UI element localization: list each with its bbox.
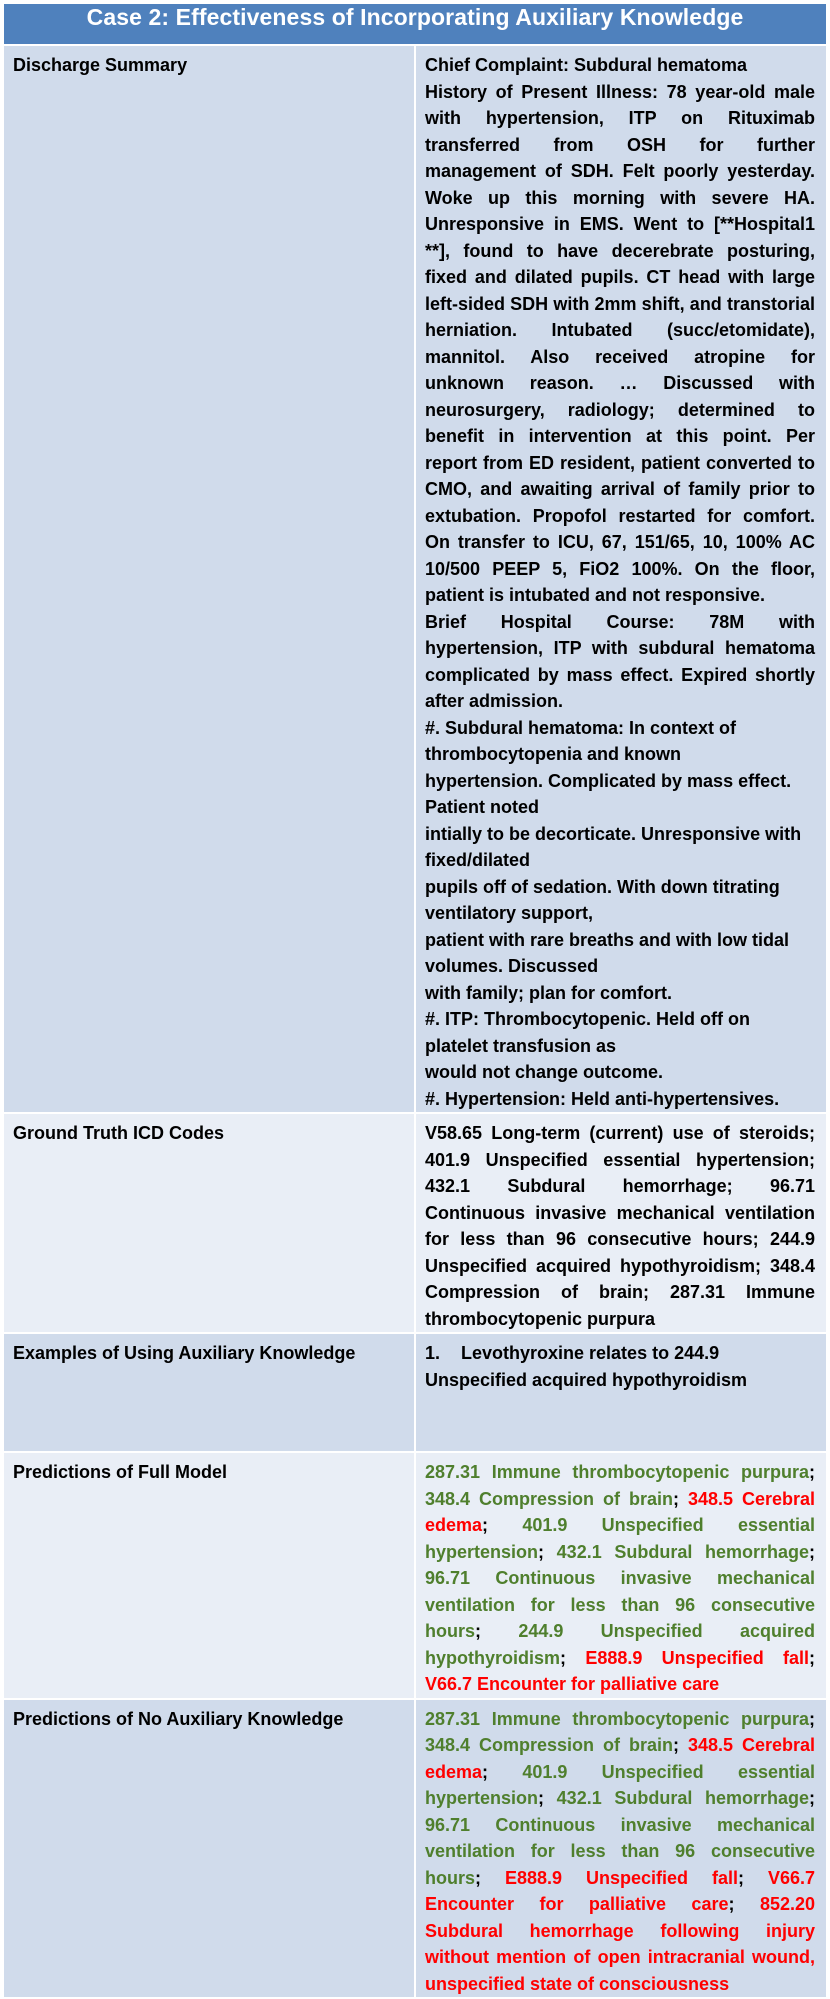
correct-prediction: 432.1 Subdural hemorrhage (556, 1788, 810, 1808)
label-full-model: Predictions of Full Model (3, 1452, 415, 1699)
history-present-illness: History of Present Illness: 78 year-old male with hypertension, ITP on Rituximab transferred from OSH for further management of SDH. Felt poorly yesterday. Woke up this morning with severe HA. Unresponsive in EMS. Went to [**Hospital1 **], found to have decerebrate posturing, fixed and dilated pupils. CT head with large left-sided SDH with 2mm shift, and transtorial herniation. Intubated (succ/etomidate), mannitol. Also received atropine for unknown reason. … Discussed with neurosurgery, radiology; determined to benefit in intervention at this point. Per report from ED resident, patient converted to CMO, and awaiting arrival of family prior to extubation. Propofol restarted for comfort. On transfer to ICU, 67, 151/65, 10, 100% AC 10/500 PEEP 5, FiO2 100%. On the floor, patient is intubated and not responsive. (425, 81, 815, 605)
separator: ; (538, 1788, 557, 1808)
ground-truth-codes: V58.65 Long-term (current) use of steroids; 401.9 Unspecified essential hypertension; 432.1 Subdural hemorrhage; 96.71 Continuous invasive mechanical ventilation for less than 96 consecutive hours; 244.9 Unspecified acquired hypothyroidism; 348.4 Compression of brain; 287.31 Immune thrombocytopenic purpura (415, 1113, 827, 1333)
incorrect-prediction: 852.20 Subdural hemorrhage following injury without mention of open intracranial wound, unspecified state of consciousness (425, 1894, 816, 1994)
separator: ; (809, 1647, 815, 1668)
separator: ; (738, 1867, 768, 1888)
correct-prediction: 401.9 Unspecified essential hypertension (425, 1515, 815, 1562)
correct-prediction: 244.9 Unspecified acquired hypothyroidism (425, 1621, 815, 1668)
course-line: would not change outcome. (425, 1062, 663, 1082)
no-auxiliary-predictions (415, 1699, 827, 1999)
correct-prediction: 96.71 Continuous invasive mechanical ventilation for less than 96 consecutive hours (425, 1568, 815, 1641)
separator: ; (809, 1541, 816, 1562)
course-line: patient with rare breaths and with low tidal volumes. Discussed (425, 929, 790, 976)
title-row (3, 3, 827, 45)
incorrect-prediction: E888.9 Unspecified fall (504, 1867, 738, 1888)
row-ground-truth (3, 1113, 827, 1333)
course-line: #. Hypertension: Held anti-hypertensives. (425, 1088, 780, 1109)
separator: ; (475, 1621, 519, 1641)
separator: ; (672, 1735, 688, 1755)
case-table-frame (1, 1, 827, 1994)
correct-prediction: 348.4 Compression of brain (425, 1488, 673, 1509)
case-title: Case 2: Effectiveness of Incorporating Auxiliary Knowledge (3, 3, 827, 45)
separator: ; (809, 1788, 816, 1808)
separator: ; (475, 1867, 505, 1888)
course-line: hypertension. Complicated by mass effect. Patient noted (425, 770, 792, 817)
row-auxiliary-examples (3, 1333, 827, 1452)
auxiliary-item-number: 1. (425, 1343, 441, 1363)
label-discharge-summary: Discharge Summary (3, 45, 415, 1113)
separator: ; (809, 1462, 815, 1482)
course-line: #. ITP: Thrombocytopenic. Held off on platelet transfusion as (425, 1009, 751, 1056)
label-no-auxiliary: Predictions of No Auxiliary Knowledge (3, 1699, 415, 1999)
course-line: #. Subdural hematoma: In context of thrombocytopenia and known (425, 717, 737, 764)
course-line: pupils off of sedation. With down titrating ventilatory support, (425, 876, 780, 923)
discharge-summary-content (415, 45, 827, 1113)
separator: ; (809, 1708, 815, 1729)
incorrect-prediction: E888.9 Unspecified fall (585, 1647, 809, 1668)
separator: ; (672, 1488, 688, 1509)
row-full-model (3, 1452, 827, 1699)
separator: ; (482, 1515, 523, 1535)
label-ground-truth: Ground Truth ICD Codes (3, 1113, 415, 1333)
incorrect-prediction: 348.5 Cerebral edema (425, 1735, 815, 1782)
label-auxiliary-examples: Examples of Using Auxiliary Knowledge (3, 1333, 415, 1452)
correct-prediction: 96.71 Continuous invasive mechanical ventilation for less than 96 consecutive hours (425, 1814, 815, 1888)
auxiliary-item-text: Levothyroxine relates to 244.9 Unspecified acquired hypothyroidism (425, 1343, 748, 1390)
correct-prediction: 287.31 Immune thrombocytopenic purpura (425, 1708, 809, 1729)
separator: ; (482, 1761, 523, 1782)
auxiliary-example-item (425, 1340, 815, 1393)
incorrect-prediction: V66.7 Encounter for palliative care (425, 1867, 816, 1914)
auxiliary-examples-content (415, 1333, 827, 1452)
correct-prediction: 348.4 Compression of brain (425, 1735, 673, 1755)
brief-hospital-course: Brief Hospital Course: 78M with hypertension, ITP with subdural hematoma complicated by mass effect. Expired shortly after admission. (425, 611, 815, 711)
row-discharge-summary (3, 45, 827, 1113)
separator: ; (728, 1894, 760, 1914)
row-no-auxiliary (3, 1699, 827, 1999)
correct-prediction: 432.1 Subdural hemorrhage (556, 1541, 810, 1562)
course-line: with family; plan for comfort. (425, 982, 673, 1003)
chief-complaint: Chief Complaint: Subdural hematoma (425, 55, 748, 75)
case-table (2, 2, 828, 1999)
separator: ; (538, 1541, 557, 1562)
course-line: intially to be decorticate. Unresponsive with fixed/dilated (425, 823, 802, 870)
incorrect-prediction: V66.7 Encounter for palliative care (425, 1674, 720, 1694)
incorrect-prediction: 348.5 Cerebral edema (425, 1488, 815, 1535)
correct-prediction: 287.31 Immune thrombocytopenic purpura (425, 1462, 809, 1482)
full-model-predictions (415, 1452, 827, 1699)
separator: ; (560, 1647, 586, 1668)
correct-prediction: 401.9 Unspecified essential hypertension (425, 1761, 815, 1808)
